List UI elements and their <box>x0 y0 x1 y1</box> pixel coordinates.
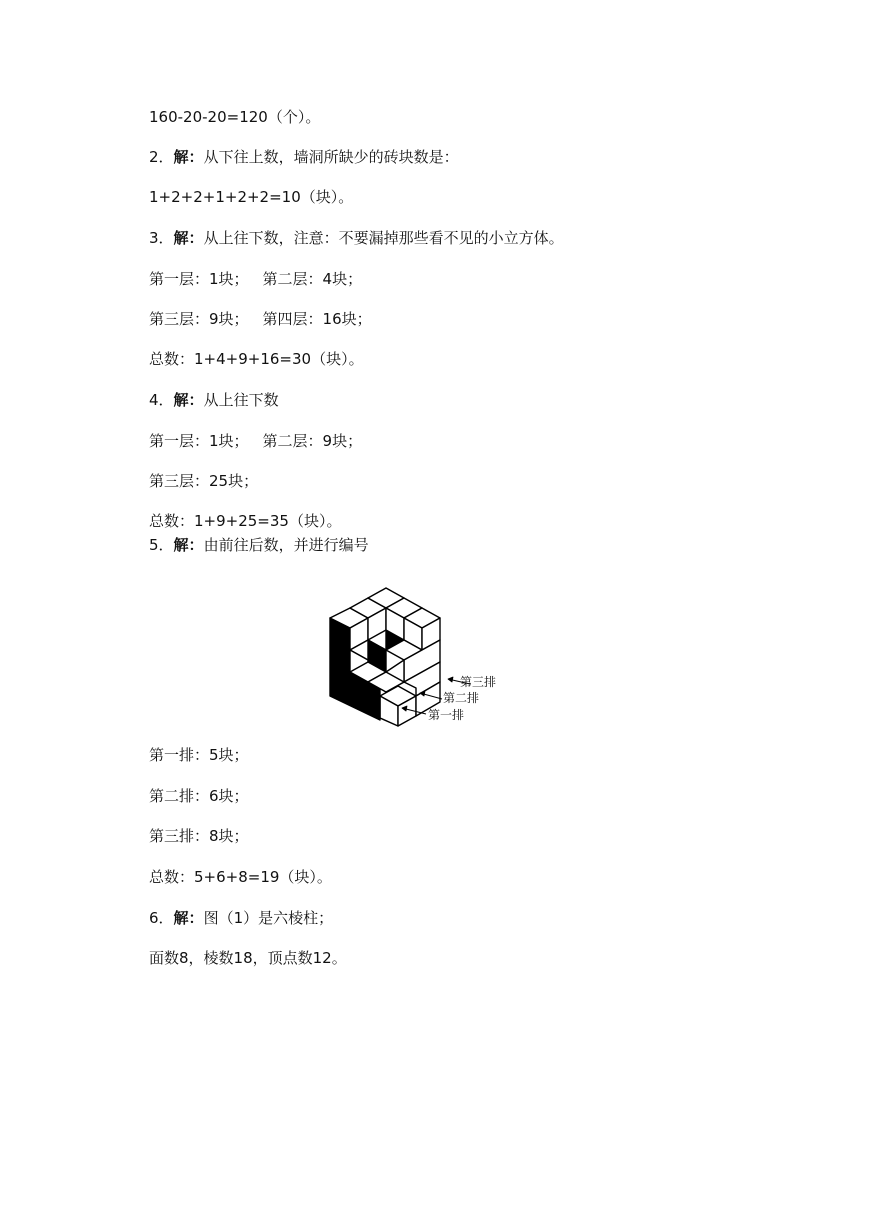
problem-6-heading <box>149 908 333 928</box>
problem-4-heading <box>149 390 279 410</box>
prism-properties: 面数8，棱数18，顶点数12。 <box>149 949 347 967</box>
problem-number: 4． <box>149 391 174 409</box>
solution-keyword: 解： <box>173 148 204 166</box>
layer-line <box>149 431 362 451</box>
label-row-1: 第一排 <box>428 708 465 722</box>
total-line: 总数：1+9+25=35（块）。 <box>149 512 342 530</box>
layer-1-count: 第一层：1块； <box>149 270 249 288</box>
problem-text: 从上往下数，注意：不要漏掉那些看不见的小立方体。 <box>203 229 564 247</box>
problem-number: 6． <box>149 909 174 927</box>
solution-keyword: 解： <box>173 909 204 927</box>
problem-number: 3． <box>149 229 174 247</box>
label-row-2: 第二排 <box>443 691 480 705</box>
layer-1-count: 第一层：1块； <box>149 432 249 450</box>
cube-stack-figure <box>322 578 512 728</box>
layer-line: 第三层：25块； <box>149 472 259 490</box>
solution-keyword: 解： <box>173 536 204 554</box>
problem-text: 从下往上数，墙洞所缺少的砖块数是： <box>203 148 459 166</box>
problem-3-heading <box>149 228 564 248</box>
layer-2-count: 第二层：4块； <box>262 270 363 288</box>
row-1-count: 第一排：5块； <box>149 746 249 764</box>
problem-text: 图（1）是六棱柱； <box>203 909 334 927</box>
problem-text: 由前往后数，并进行编号 <box>203 536 369 554</box>
row-2-count: 第二排：6块； <box>149 787 249 805</box>
problem-number: 2． <box>149 148 174 166</box>
layer-line <box>149 309 372 329</box>
problem-5-heading <box>149 535 369 555</box>
layer-2-count: 第二层：9块； <box>262 432 363 450</box>
layer-4-count: 第四层：16块； <box>262 310 372 328</box>
problem-text: 从上往下数 <box>203 391 279 409</box>
solution-keyword: 解： <box>173 391 204 409</box>
row-3-count: 第三排：8块； <box>149 827 249 845</box>
label-row-3: 第三排 <box>460 675 497 689</box>
problem-2-heading <box>149 147 459 167</box>
problem-number: 5． <box>149 536 174 554</box>
total-line: 总数：1+4+9+16=30（块）。 <box>149 350 364 368</box>
layer-3-count: 第三层：9块； <box>149 310 249 328</box>
line-calc-2: 1+2+2+1+2+2=10（块）。 <box>149 188 354 206</box>
solution-keyword: 解： <box>173 229 204 247</box>
layer-line <box>149 269 362 289</box>
cube-stack-drawing <box>330 588 470 726</box>
total-line: 总数：5+6+8=19（块）。 <box>149 868 332 886</box>
line-calc-1: 160-20-20=120（个）。 <box>149 108 321 126</box>
